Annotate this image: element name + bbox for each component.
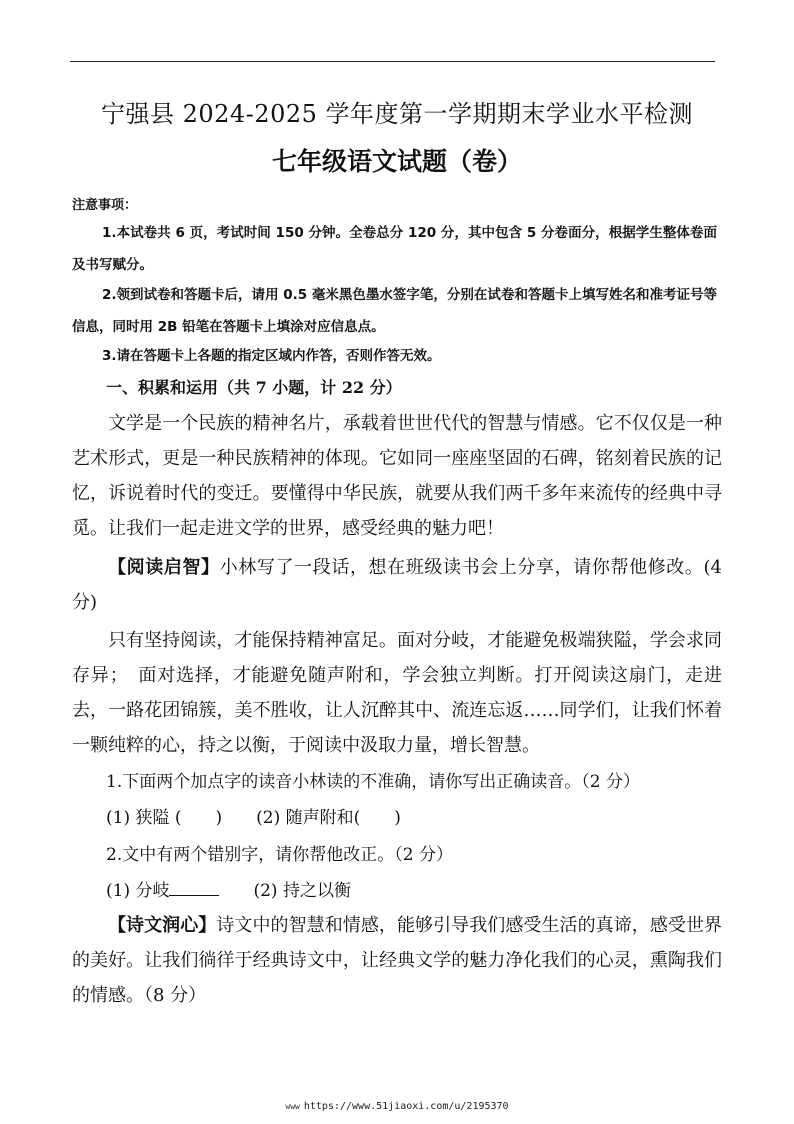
reading-prompt bbox=[72, 550, 722, 620]
reading-prompt-text: 小林写了一段话，想在班级读书会上分享，请你帮他修改。(4 分) bbox=[72, 557, 723, 613]
poetry-text: 诗文中的智慧和情感，能够引导我们感受生活的真谛，感受世界的美好。让我们徜徉于经典诗文中，让经典文学的魅力净化我们的心灵，熏陶我们的情感。（8 分） bbox=[72, 915, 723, 1006]
poetry-prompt bbox=[72, 908, 722, 1013]
watermark-mark: www bbox=[285, 1102, 300, 1111]
notice-heading: 注意事项： bbox=[72, 198, 138, 213]
top-rule bbox=[70, 61, 715, 62]
notice-item-2: 2.领到试卷和答题卡后，请用 0.5 毫米黑色墨水签字笔，分别在试卷和答题卡上填写姓名和准考证号等信息，同时用 2B 铅笔在答题卡上填涂对应信息点。 bbox=[72, 287, 717, 335]
reading-passage: 只有坚持阅读，才能保持精神富足。面对分岐，才能避免极端狭隘，学会求同存异； 面对选择，才能避免随声附和，学会独立判断。打开阅读这扇门，走进去，一路花团锦簇，美不胜收，让人沉醉其中、流连忘返……同学们，让我们怀着一颗纯粹的心，持之以衡，于阅读中汲取力量，增长智慧。 bbox=[72, 630, 722, 756]
notice-item-1: 1.本试卷共 6 页，考试时间 150 分钟。全卷总分 120 分，其中包含 5 分卷面分，根据学生整体卷面及书写赋分。 bbox=[72, 225, 717, 273]
question-1-options: (1) 狭隘 ( ) (2) 随声附和( ) bbox=[106, 808, 401, 828]
section-intro: 文学是一个民族的精神名片，承载着世世代代的智慧与情感。它不仅仅是一种艺术形式，更是一种民族精神的体现。它如同一座座坚固的石碑，铭刻着民族的记忆，诉说着时代的变迁。要懂得中华民族，就要从我们两千多年来流传的经典中寻觅。让我们一起走进文学的世界，感受经典的魅力吧！ bbox=[72, 413, 722, 539]
section-heading: 一、积累和运用（共 7 小题，计 22 分） bbox=[106, 378, 402, 397]
question-2-item-b: (2) 持之以衡 bbox=[253, 881, 351, 901]
answer-blank[interactable] bbox=[169, 881, 219, 896]
reading-tag: 【阅读启智】 bbox=[108, 557, 220, 578]
question-2-item-a: (1) 分岐 bbox=[106, 881, 170, 901]
footer-url[interactable]: https://www.51jiaoxi.com/u/2195370 bbox=[303, 1101, 509, 1112]
question-2-options bbox=[106, 874, 351, 909]
poetry-tag: 【诗文润心】 bbox=[108, 915, 217, 936]
exam-subtitle: 七年级语文试题（卷） bbox=[271, 147, 522, 176]
footer-watermark bbox=[0, 1101, 794, 1112]
notice-item-3: 3.请在答题卡上各题的指定区域内作答，否则作答无效。 bbox=[102, 348, 441, 364]
question-2: 2.文中有两个错别字，请你帮他改正。（2 分） bbox=[106, 845, 453, 865]
exam-title: 宁强县 2024-2025 学年度第一学期期末学业水平检测 bbox=[100, 100, 694, 128]
question-1: 1.下面两个加点字的读音小林读的不准确，请你写出正确读音。（2 分） bbox=[106, 772, 640, 792]
